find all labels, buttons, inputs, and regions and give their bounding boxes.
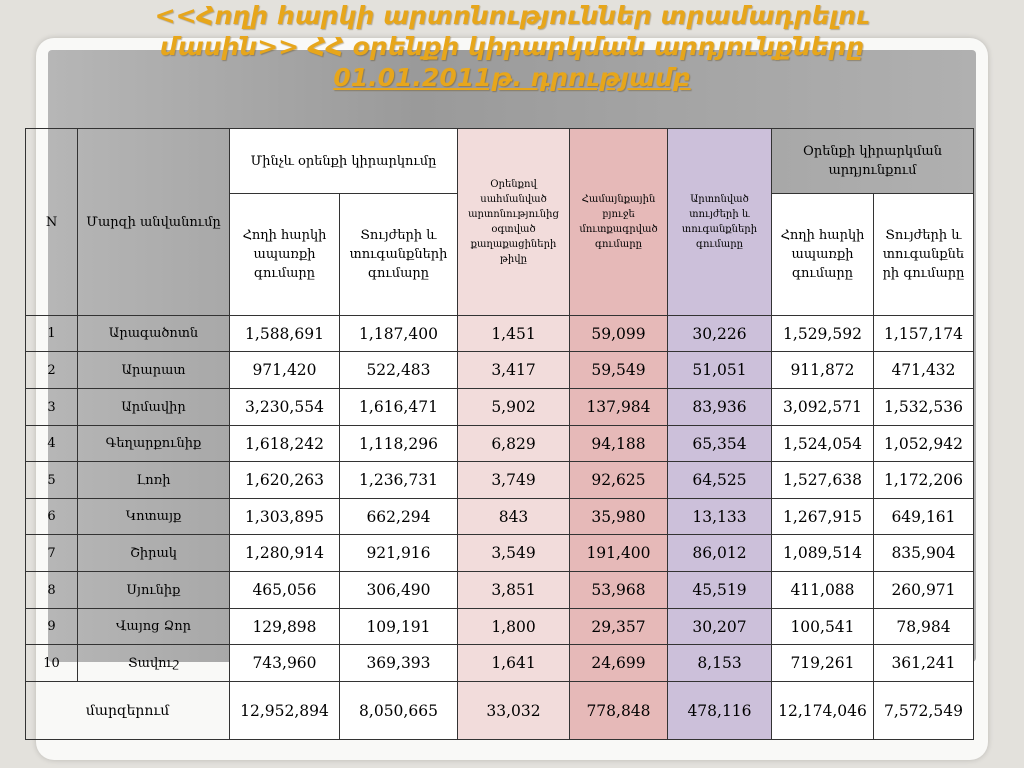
row-number: 3	[26, 389, 78, 426]
table-row	[26, 352, 974, 389]
header-region: Մարզի անվանումը	[78, 129, 230, 316]
table-row	[26, 389, 974, 426]
before-penalties-cell: 109,191	[340, 609, 458, 645]
total-community-budget: 778,848	[570, 682, 668, 740]
header-after-land-tax: Հողի հարկի ապառքի գումարը	[772, 194, 874, 316]
written-off-cell: 30,207	[668, 609, 772, 645]
title-line-3: 01.01.2011թ. դրությամբ	[333, 63, 691, 92]
region-name: Սյունիք	[78, 572, 230, 609]
table-row	[26, 572, 974, 609]
before-land-tax-cell: 971,420	[230, 352, 340, 389]
after-land-tax-cell: 100,541	[772, 609, 874, 645]
after-land-tax-cell: 1,529,592	[772, 316, 874, 352]
before-penalties-cell: 306,490	[340, 572, 458, 609]
privileged-count-cell: 1,800	[458, 609, 570, 645]
header-community-budget: Համայնքային բյուջե մուտքագրված գումարը	[570, 129, 668, 316]
table-row	[26, 609, 974, 645]
before-penalties-cell: 369,393	[340, 645, 458, 682]
table-row	[26, 645, 974, 682]
after-land-tax-cell: 3,092,571	[772, 389, 874, 426]
total-privileged-count: 33,032	[458, 682, 570, 740]
after-penalties-cell: 649,161	[874, 499, 974, 535]
region-name: Շիրակ	[78, 535, 230, 572]
privileged-count-cell: 1,451	[458, 316, 570, 352]
community-budget-cell: 35,980	[570, 499, 668, 535]
after-land-tax-cell: 1,089,514	[772, 535, 874, 572]
row-number: 6	[26, 499, 78, 535]
row-number: 2	[26, 352, 78, 389]
before-land-tax-cell: 1,303,895	[230, 499, 340, 535]
privileged-count-cell: 843	[458, 499, 570, 535]
before-penalties-cell: 522,483	[340, 352, 458, 389]
privileged-count-cell: 5,902	[458, 389, 570, 426]
written-off-cell: 13,133	[668, 499, 772, 535]
table-row	[26, 499, 974, 535]
region-name: Արագածոտն	[78, 316, 230, 352]
row-number: 1	[26, 316, 78, 352]
privileged-count-cell: 3,549	[458, 535, 570, 572]
results-table	[25, 128, 974, 740]
total-label: մարզերում	[26, 682, 230, 740]
total-after-land-tax: 12,174,046	[772, 682, 874, 740]
written-off-cell: 51,051	[668, 352, 772, 389]
written-off-cell: 83,936	[668, 389, 772, 426]
before-land-tax-cell: 1,618,242	[230, 426, 340, 462]
before-land-tax-cell: 1,280,914	[230, 535, 340, 572]
before-penalties-cell: 1,616,471	[340, 389, 458, 426]
after-penalties-cell: 471,432	[874, 352, 974, 389]
after-penalties-cell: 1,157,174	[874, 316, 974, 352]
community-budget-cell: 191,400	[570, 535, 668, 572]
after-penalties-cell: 835,904	[874, 535, 974, 572]
before-land-tax-cell: 129,898	[230, 609, 340, 645]
header-written-off: Արտոնված տույժերի և տուգանքների գումարը	[668, 129, 772, 316]
row-number: 9	[26, 609, 78, 645]
region-name: Գեղարքունիք	[78, 426, 230, 462]
written-off-cell: 64,525	[668, 462, 772, 499]
written-off-cell: 86,012	[668, 535, 772, 572]
after-penalties-cell: 1,532,536	[874, 389, 974, 426]
after-penalties-cell: 1,172,206	[874, 462, 974, 499]
after-penalties-cell: 78,984	[874, 609, 974, 645]
table-row	[26, 316, 974, 352]
row-number: 8	[26, 572, 78, 609]
table-row	[26, 426, 974, 462]
community-budget-cell: 92,625	[570, 462, 668, 499]
community-budget-cell: 59,549	[570, 352, 668, 389]
privileged-count-cell: 3,851	[458, 572, 570, 609]
community-budget-cell: 59,099	[570, 316, 668, 352]
before-penalties-cell: 1,187,400	[340, 316, 458, 352]
after-land-tax-cell: 411,088	[772, 572, 874, 609]
before-penalties-cell: 1,118,296	[340, 426, 458, 462]
header-after-penalties: Տույժերի և տուգանքնե րի գումարը	[874, 194, 974, 316]
before-penalties-cell: 662,294	[340, 499, 458, 535]
written-off-cell: 30,226	[668, 316, 772, 352]
community-budget-cell: 29,357	[570, 609, 668, 645]
total-after-penalties: 7,572,549	[874, 682, 974, 740]
header-before-land-tax: Հողի հարկի ապառքի գումարը	[230, 194, 340, 316]
region-name: Արարատ	[78, 352, 230, 389]
privileged-count-cell: 3,417	[458, 352, 570, 389]
table-row	[26, 462, 974, 499]
table-row	[26, 535, 974, 572]
privileged-count-cell: 1,641	[458, 645, 570, 682]
region-name: Վայոց Ձոր	[78, 609, 230, 645]
written-off-cell: 45,519	[668, 572, 772, 609]
header-privileged-count: Օրենքով սահմանված արտոնությունից օգտված քաղաքացիների թիվը	[458, 129, 570, 316]
before-land-tax-cell: 3,230,554	[230, 389, 340, 426]
row-number: 10	[26, 645, 78, 682]
after-land-tax-cell: 1,527,638	[772, 462, 874, 499]
header-after-group: Օրենքի կիրարկման արդյունքում	[772, 129, 974, 194]
written-off-cell: 65,354	[668, 426, 772, 462]
header-before-penalties: Տույժերի և տուգանքների գումարը	[340, 194, 458, 316]
region-name: Տավուշ	[78, 645, 230, 682]
before-land-tax-cell: 743,960	[230, 645, 340, 682]
after-land-tax-cell: 911,872	[772, 352, 874, 389]
after-penalties-cell: 1,052,942	[874, 426, 974, 462]
header-before-group: Մինչև օրենքի կիրարկումը	[230, 129, 458, 194]
row-number: 5	[26, 462, 78, 499]
before-penalties-cell: 1,236,731	[340, 462, 458, 499]
community-budget-cell: 53,968	[570, 572, 668, 609]
total-before-land-tax: 12,952,894	[230, 682, 340, 740]
slide-title	[0, 0, 1024, 93]
privileged-count-cell: 6,829	[458, 426, 570, 462]
community-budget-cell: 137,984	[570, 389, 668, 426]
before-land-tax-cell: 1,620,263	[230, 462, 340, 499]
after-land-tax-cell: 719,261	[772, 645, 874, 682]
title-line-2: մասին>> ՀՀ օրենքի կիրարկման արդյունքները	[159, 32, 865, 61]
title-line-1: <<Հողի հարկի արտոնություններ տրամադրելու	[154, 1, 870, 30]
total-row	[26, 682, 974, 740]
row-number: 4	[26, 426, 78, 462]
community-budget-cell: 94,188	[570, 426, 668, 462]
before-land-tax-cell: 465,056	[230, 572, 340, 609]
after-land-tax-cell: 1,524,054	[772, 426, 874, 462]
privileged-count-cell: 3,749	[458, 462, 570, 499]
total-before-penalties: 8,050,665	[340, 682, 458, 740]
header-n: N	[26, 129, 78, 316]
before-penalties-cell: 921,916	[340, 535, 458, 572]
after-penalties-cell: 260,971	[874, 572, 974, 609]
written-off-cell: 8,153	[668, 645, 772, 682]
community-budget-cell: 24,699	[570, 645, 668, 682]
region-name: Կոտայք	[78, 499, 230, 535]
region-name: Արմավիր	[78, 389, 230, 426]
after-penalties-cell: 361,241	[874, 645, 974, 682]
after-land-tax-cell: 1,267,915	[772, 499, 874, 535]
row-number: 7	[26, 535, 78, 572]
region-name: Լոռի	[78, 462, 230, 499]
total-written-off: 478,116	[668, 682, 772, 740]
before-land-tax-cell: 1,588,691	[230, 316, 340, 352]
